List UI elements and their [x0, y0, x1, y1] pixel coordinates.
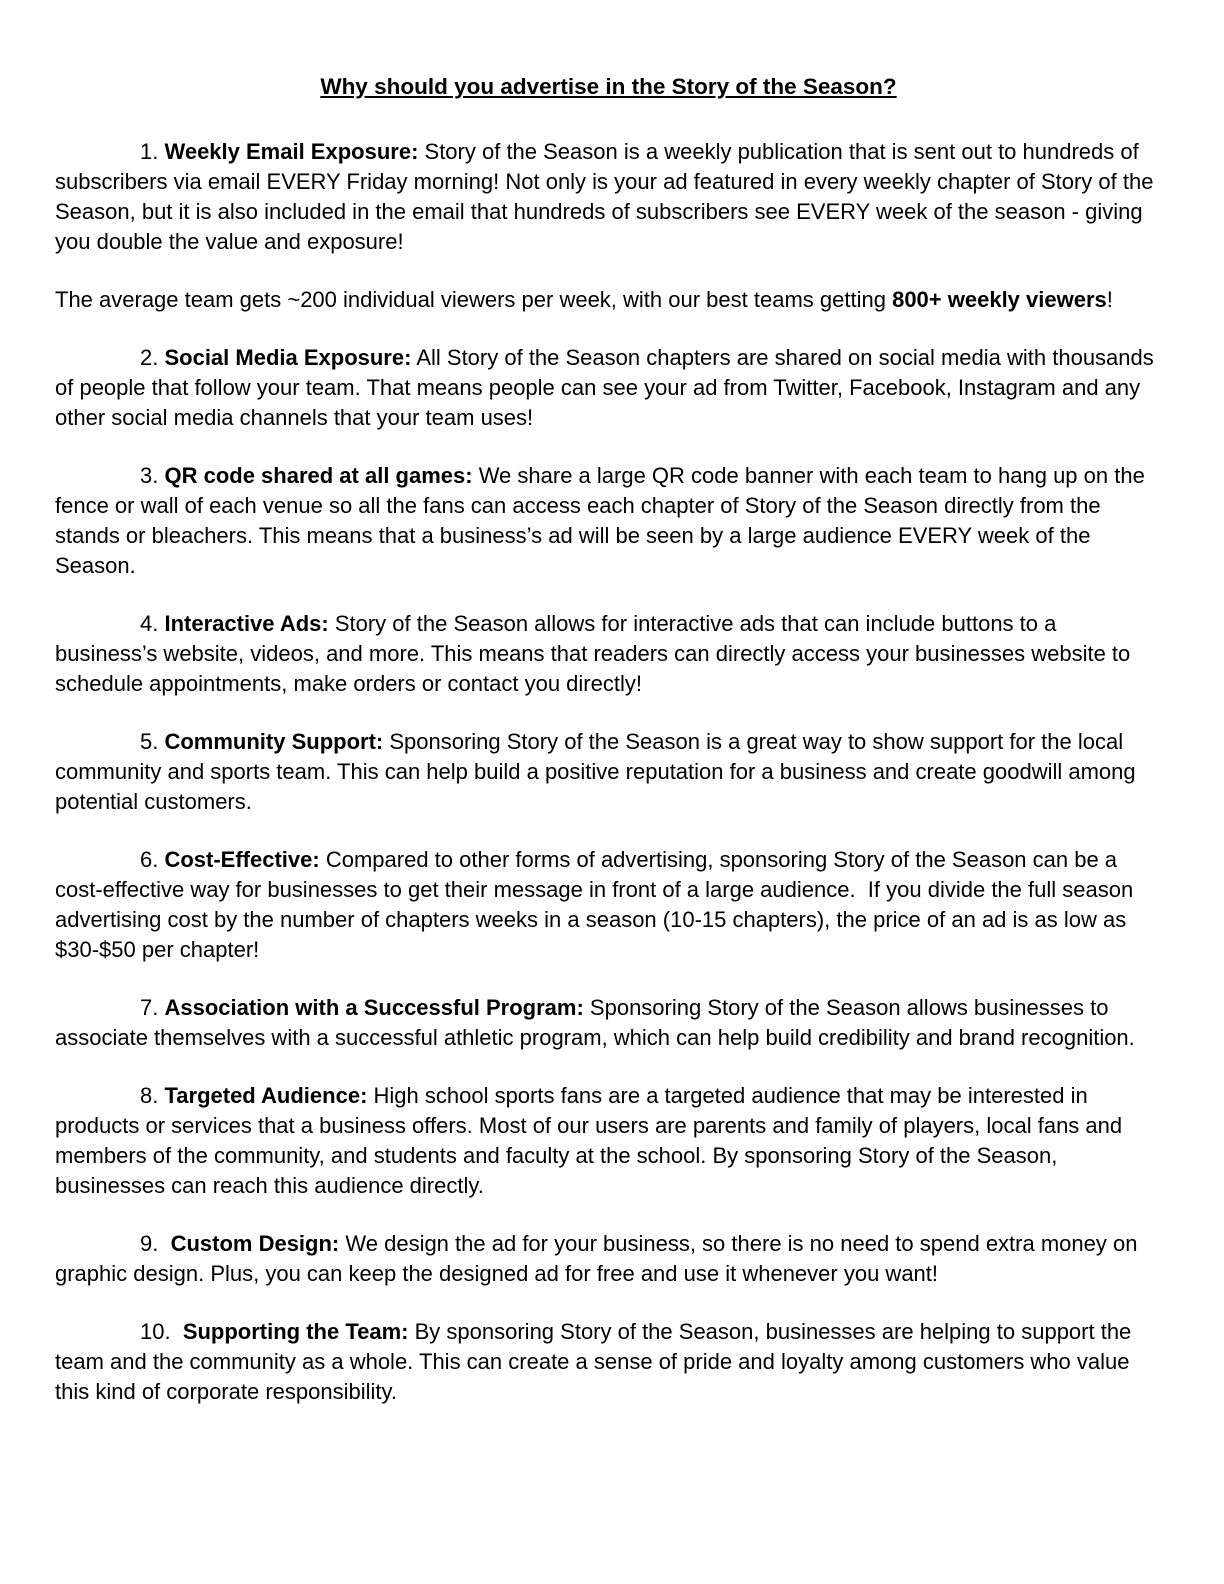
text-run: 2. — [140, 345, 165, 370]
text-run: 5. — [140, 729, 165, 754]
text-run: Sponsoring Story of the Season is a great way to show support for the local community and sports team. This can help build a positive reputation for a business and create goodwill among potential customers. — [55, 729, 1142, 814]
paragraph — [55, 727, 1162, 817]
text-run: 7. — [140, 995, 165, 1020]
text-run: Story of the Season is a weekly publication that is sent out to hundreds of subscribers via email EVERY Friday morning! Not only is your ad featured in every weekly chapter of Story of the Season, but it is also included in the email that hundreds of subscribers see EVERY week of the season - giving you double the value and exposure! — [55, 139, 1160, 254]
text-run: We share a large QR code banner with each team to hang up on the fence or wall of each venue so all the fans can access each chapter of Story of the Season directly from the stands or bleachers. This means that a business’s ad will be seen by a large audience EVERY week of the Season. — [55, 463, 1151, 578]
text-run: Compared to other forms of advertising, sponsoring Story of the Season can be a cost-effective way for businesses to get their message in front of a large audience. If you divide the full season advertising cost by the number of chapters weeks in a season (10-15 chapters), the price of an ad is as low as $30-$50 per chapter! — [55, 847, 1140, 962]
bold-text-run: Cost-Effective: — [164, 847, 320, 872]
bold-text-run: Association with a Successful Program: — [164, 995, 584, 1020]
bold-text-run: Social Media Exposure: — [164, 345, 412, 370]
text-run: 4. — [140, 611, 165, 636]
text-run: 3. — [140, 463, 165, 488]
text-run: Sponsoring Story of the Season allows businesses to associate themselves with a successful athletic program, which can help build credibility and brand recognition. — [55, 995, 1135, 1050]
bold-text-run: Weekly Email Exposure: — [164, 139, 419, 164]
paragraph — [55, 845, 1162, 965]
text-run: High school sports fans are a targeted audience that may be interested in products or services that a business offers. Most of our users are parents and family of players, local fans and members of the community, and students and faculty at the school. By sponsoring Story of the Season, businesses can reach this audience directly. — [55, 1083, 1129, 1198]
document-body — [55, 137, 1162, 1407]
text-run: The average team gets ~200 individual viewers per week, with our best teams getting — [55, 287, 893, 312]
paragraph — [55, 285, 1162, 315]
text-run: Story of the Season allows for interactive ads that can include buttons to a business’s website, videos, and more. This means that readers can directly access your businesses website to schedule appointments, make orders or contact you directly! — [55, 611, 1137, 696]
text-run: 8. — [140, 1083, 165, 1108]
bold-text-run: 800+ weekly viewers — [892, 287, 1107, 312]
bold-text-run: Targeted Audience: — [164, 1083, 368, 1108]
paragraph — [55, 343, 1162, 433]
text-run: By sponsoring Story of the Season, businesses are helping to support the team and the community as a whole. This can create a sense of pride and loyalty among customers who value this kind of corporate responsibility. — [55, 1319, 1138, 1404]
paragraph — [55, 609, 1162, 699]
document-title: Why should you advertise in the Story of the Season? — [320, 74, 897, 99]
bold-text-run: Custom Design: — [170, 1231, 340, 1256]
paragraph — [55, 1229, 1162, 1289]
text-run: 9. — [140, 1231, 171, 1256]
bold-text-run: Supporting the Team: — [182, 1319, 409, 1344]
text-run: 1. — [140, 139, 165, 164]
text-run: ! — [1106, 287, 1113, 312]
bold-text-run: QR code shared at all games: — [164, 463, 473, 488]
bold-text-run: Community Support: — [164, 729, 384, 754]
bold-text-run: Interactive Ads: — [164, 611, 329, 636]
text-run: 6. — [140, 847, 165, 872]
paragraph — [55, 993, 1162, 1053]
text-run: We design the ad for your business, so there is no need to spend extra money on graphic design. Plus, you can keep the designed ad for free and use it whenever you want! — [55, 1231, 1144, 1286]
paragraph — [55, 1081, 1162, 1201]
paragraph — [55, 461, 1162, 581]
paragraph — [55, 1317, 1162, 1407]
text-run: All Story of the Season chapters are shared on social media with thousands of people that follow your team. That means people can see your ad from Twitter, Facebook, Instagram and any other social media channels that your team uses! — [55, 345, 1160, 430]
text-run: 10. — [140, 1319, 183, 1344]
paragraph — [55, 137, 1162, 257]
